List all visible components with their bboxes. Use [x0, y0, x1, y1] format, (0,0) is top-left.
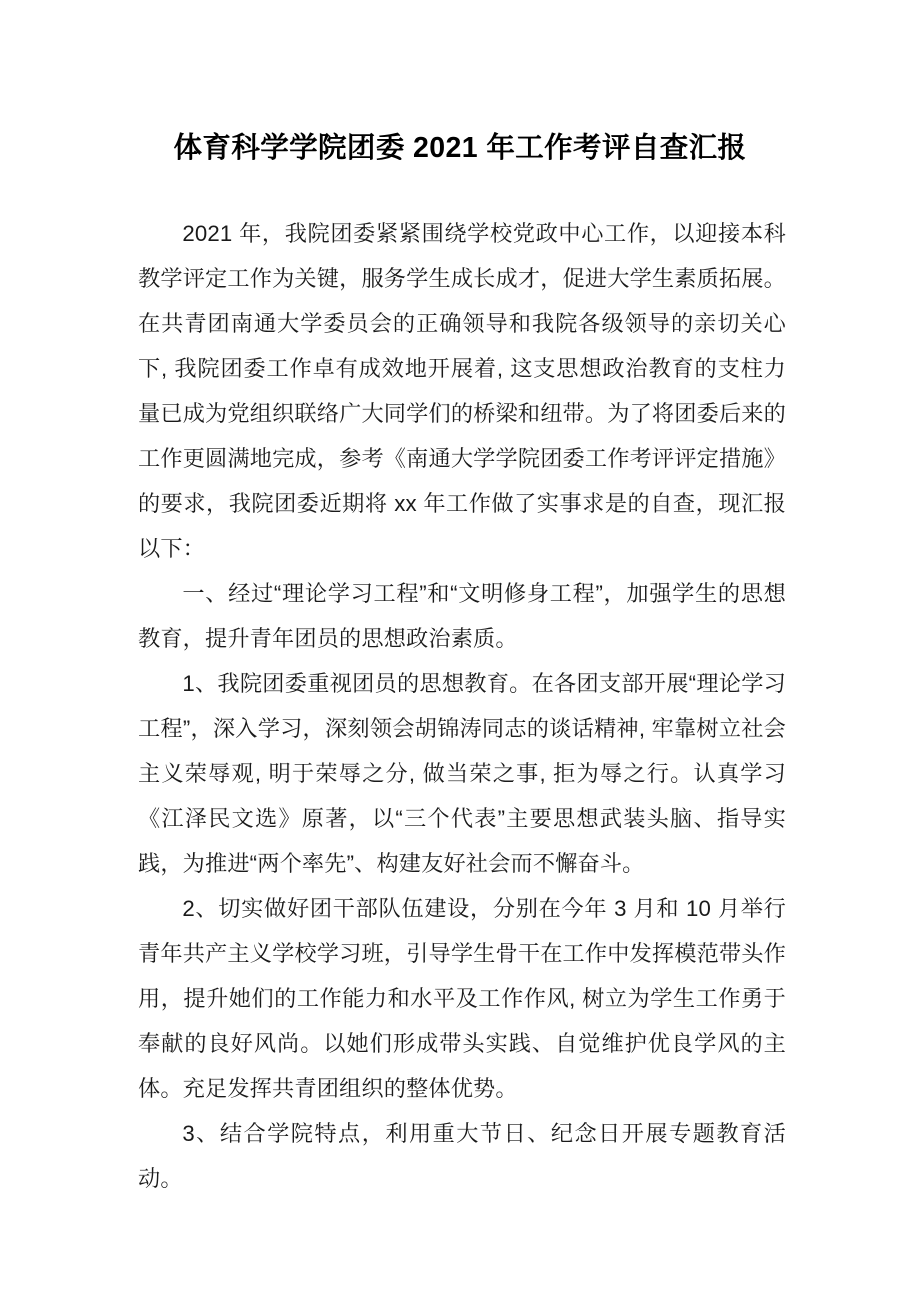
- paragraph-section-1-heading: 一、经过“理论学习工程”和“文明修身工程”，加强学生的思想教育，提升青年团员的思想政治素质。: [138, 581, 786, 651]
- page-title: 体育科学学院团委 2021 年工作考评自查汇报: [173, 132, 747, 165]
- document-body: [138, 211, 786, 1201]
- paragraph-intro: 2021 年，我院团委紧紧围绕学校党政中心工作，以迎接本科教学评定工作为关键，服务学生成长成才，促进大学生素质拓展。在共青团南通大学委员会的正确领导和我院各级领导的亲切关心下, 我院团委工作卓有成效地开展着, 这支思想政治教育的支柱力量已成为党组织联络广大同学们的桥梁和纽带。为了将团委后来的工作更圆满地完成，参考《南通大学学院团委工作考评评定措施》的要求，我院团委近期将 xx 年工作做了实事求是的自查，现汇报以下：: [138, 221, 786, 561]
- paragraph-item-1: 1、我院团委重视团员的思想教育。在各团支部开展“理论学习工程”，深入学习，深刻领会胡锦涛同志的谈话精神, 牢靠树立社会主义荣辱观, 明于荣辱之分, 做当荣之事, 拒为辱之行。认真学习《江泽民文选》原著，以“三个代表”主要思想武装头脑、指导实践，为推进“两个率先”、构建友好社会而不懈奋斗。: [138, 671, 786, 876]
- paragraph-item-3: 3、结合学院特点，利用重大节日、纪念日开展专题教育活动。: [138, 1121, 786, 1191]
- paragraph-item-2: 2、切实做好团干部队伍建设，分别在今年 3 月和 10 月举行青年共产主义学校学习班，引导学生骨干在工作中发挥模范带头作用，提升她们的工作能力和水平及工作作风, 树立为学生工作勇于奉献的良好风尚。以她们形成带头实践、自觉维护优良学风的主体。充足发挥共青团组织的整体优势。: [138, 896, 786, 1101]
